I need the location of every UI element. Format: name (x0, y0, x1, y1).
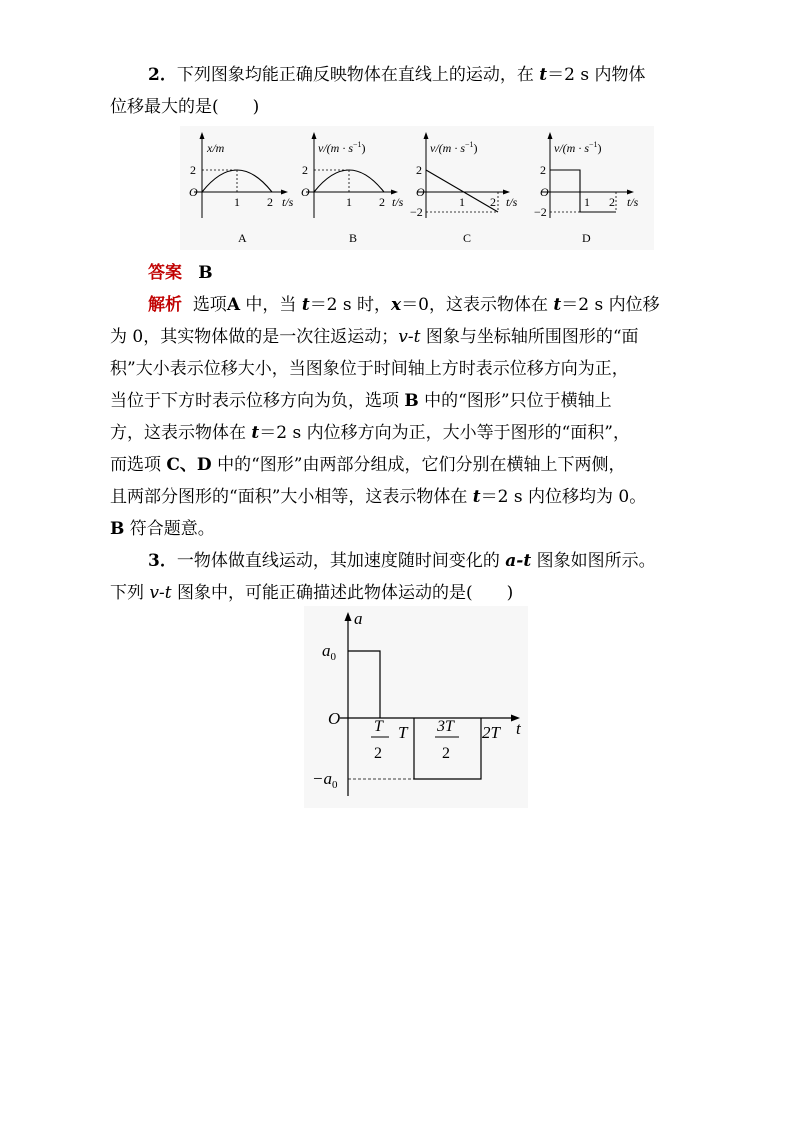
q2-stem-line2: 位移最大的是( ) (110, 97, 260, 117)
analysis-l7-a: 且两部分图形的“面积”大小相等，这表示物体在 (110, 487, 473, 507)
analysis-l6-a: 而选项 (110, 455, 167, 475)
q3-neg-a0-sub: 0 (331, 779, 338, 791)
graph-b-xtick-2: 2 (379, 195, 385, 209)
q3-stem-line1 (148, 550, 656, 572)
q3-xlabel: t (516, 719, 521, 738)
graph-a-ytick: 2 (190, 163, 196, 177)
graph-a-origin: O (189, 185, 198, 199)
graph-c-ytick-neg: −2 (410, 205, 423, 219)
q2-number: 2． (148, 65, 177, 85)
graph-c-ytick: 2 (416, 163, 422, 177)
graph-c-xtick-2: 2 (490, 195, 496, 209)
analysis-l8-b: 符合题意。 (124, 519, 215, 539)
q3-l2-vt: v-t (149, 583, 172, 603)
q3-l1-at: a-t (505, 551, 532, 571)
analysis-label: 解析 (148, 295, 182, 315)
q2-stem-line1 (148, 64, 645, 86)
analysis-line7 (110, 486, 646, 508)
q3-tick-t-half-num: T (374, 718, 383, 735)
graph-a-xtick-1: 1 (234, 195, 240, 209)
graph-c-xlabel: t/s (506, 195, 518, 209)
q3-tick-2t: 2T (482, 723, 500, 742)
q3-ylabel: a (354, 609, 363, 628)
analysis-l7-b: ＝2 s 内位移均为 0。 (480, 487, 647, 507)
graph-d-ylabel-close: ) (597, 141, 602, 155)
q3-tick-t: T (398, 723, 408, 742)
graph-a-xlabel: t/s (282, 195, 294, 209)
analysis-l4-optB: B (404, 391, 419, 411)
analysis-l2-a: 为 0，其实物体做的是一次往返运动； (110, 327, 399, 347)
analysis-l5-a: 方，这表示物体在 (110, 423, 252, 443)
analysis-l7-t: t (472, 487, 481, 507)
analysis-l2-b: 图象与坐标轴所围图形的“面 (420, 327, 639, 347)
graph-c-ylabel-sup: −1 (465, 140, 474, 149)
graph-d-xtick-2: 2 (609, 195, 615, 209)
q3-neg-a0-base: −a (312, 769, 332, 788)
q3-l2-a: 下列 (110, 583, 150, 603)
graph-b-ylabel-sup: −1 (353, 140, 362, 149)
q3-a0-sub: 0 (330, 651, 336, 663)
analysis-line2 (110, 326, 639, 348)
analysis-l1-optA: A (226, 295, 241, 315)
graph-c-ylabel-text: v/(m · s (430, 141, 465, 155)
analysis-l1-c: ＝2 s 时， (309, 295, 392, 315)
analysis-l8-optB: B (110, 519, 125, 539)
analysis-l1-b: 中，当 (240, 295, 302, 315)
q3-tick-t-half-den: 2 (374, 745, 382, 762)
analysis-line3: 积”大小表示位移大小，当图象位于时间轴上方时表示位移方向为正， (110, 359, 629, 379)
q3-at-graph (304, 606, 528, 808)
analysis-l1-t2: t (553, 295, 562, 315)
graph-c-origin: O (416, 185, 425, 199)
analysis-l1-a: 选项 (192, 295, 227, 315)
analysis-l1-d: ＝0，这表示物体在 (401, 295, 554, 315)
analysis-l2-vt: v-t (398, 327, 421, 347)
analysis-l1-e: ＝2 s 内位移 (561, 295, 660, 315)
graph-b-origin: O (301, 185, 310, 199)
q2-stem-var: t (539, 65, 548, 85)
graph-d-ytick: 2 (540, 163, 546, 177)
graph-d-origin: O (540, 185, 549, 199)
graph-b-ylabel-text: v/(m · s (318, 141, 353, 155)
graph-b-ylabel-close: ) (361, 141, 366, 155)
graph-d-label: D (582, 231, 591, 245)
q3-origin: O (328, 709, 341, 728)
q2-stem-text-a: 下列图象均能正确反映物体在直线上的运动，在 (176, 65, 540, 85)
q3-stem-line2 (110, 582, 513, 604)
analysis-l5-b: ＝2 s 内位移方向为正，大小等于图形的“面积”， (259, 423, 630, 443)
answer-line (148, 262, 213, 284)
graph-c-ylabel-close: ) (473, 141, 478, 155)
graph-b-label: B (349, 231, 358, 245)
graph-c-label: C (463, 231, 472, 245)
q2-graphs-figure (180, 126, 654, 250)
graph-b-xlabel: t/s (392, 195, 404, 209)
analysis-line8 (110, 518, 215, 540)
q3-l1-a: 一物体做直线运动，其加速度随时间变化的 (176, 551, 506, 571)
graph-a-xtick-2: 2 (267, 195, 273, 209)
analysis-l4-b: 中的“图形”只位于横轴上 (418, 391, 612, 411)
graph-b-ytick: 2 (302, 163, 308, 177)
analysis-line6 (110, 454, 625, 476)
q3-l1-b: 图象如图所示。 (531, 551, 656, 571)
q3-tick-3t-half-num: 3T (437, 718, 454, 735)
q3-tick-3t-half-den: 2 (442, 745, 450, 762)
answer-value: B (198, 263, 213, 283)
graph-d-ytick-neg: −2 (534, 205, 547, 219)
q3-number: 3． (148, 551, 177, 571)
analysis-l6-optCD: C、D (166, 455, 212, 475)
graph-b-xtick-1: 1 (346, 195, 352, 209)
analysis-line4 (110, 390, 612, 412)
analysis-l1-t1: t (301, 295, 310, 315)
graph-d-ylabel-text: v/(m · s (554, 141, 589, 155)
analysis-l6-b: 中的“图形”由两部分组成，它们分别在横轴上下两侧， (211, 455, 626, 475)
graph-a-ylabel: x/m (207, 141, 225, 155)
graph-a-label: A (238, 231, 247, 245)
analysis-l5-t: t (251, 423, 260, 443)
analysis-line5 (110, 422, 630, 444)
graph-c-xtick-1: 1 (459, 195, 465, 209)
q3-l2-b: 图象中，可能正确描述此物体运动的是( ) (171, 583, 514, 603)
graph-d-xlabel: t/s (627, 195, 639, 209)
q3-a0-base: a (322, 641, 331, 660)
graph-d-ylabel-sup: −1 (589, 140, 598, 149)
analysis-l1-x: x (391, 295, 402, 315)
q2-stem-text-b: ＝2 s 内物体 (547, 65, 646, 85)
analysis-line1 (148, 294, 660, 316)
graph-d-xtick-1: 1 (584, 195, 590, 209)
analysis-l4-a: 当位于下方时表示位移方向为负，选项 (110, 391, 405, 411)
answer-label: 答案 (148, 263, 182, 283)
